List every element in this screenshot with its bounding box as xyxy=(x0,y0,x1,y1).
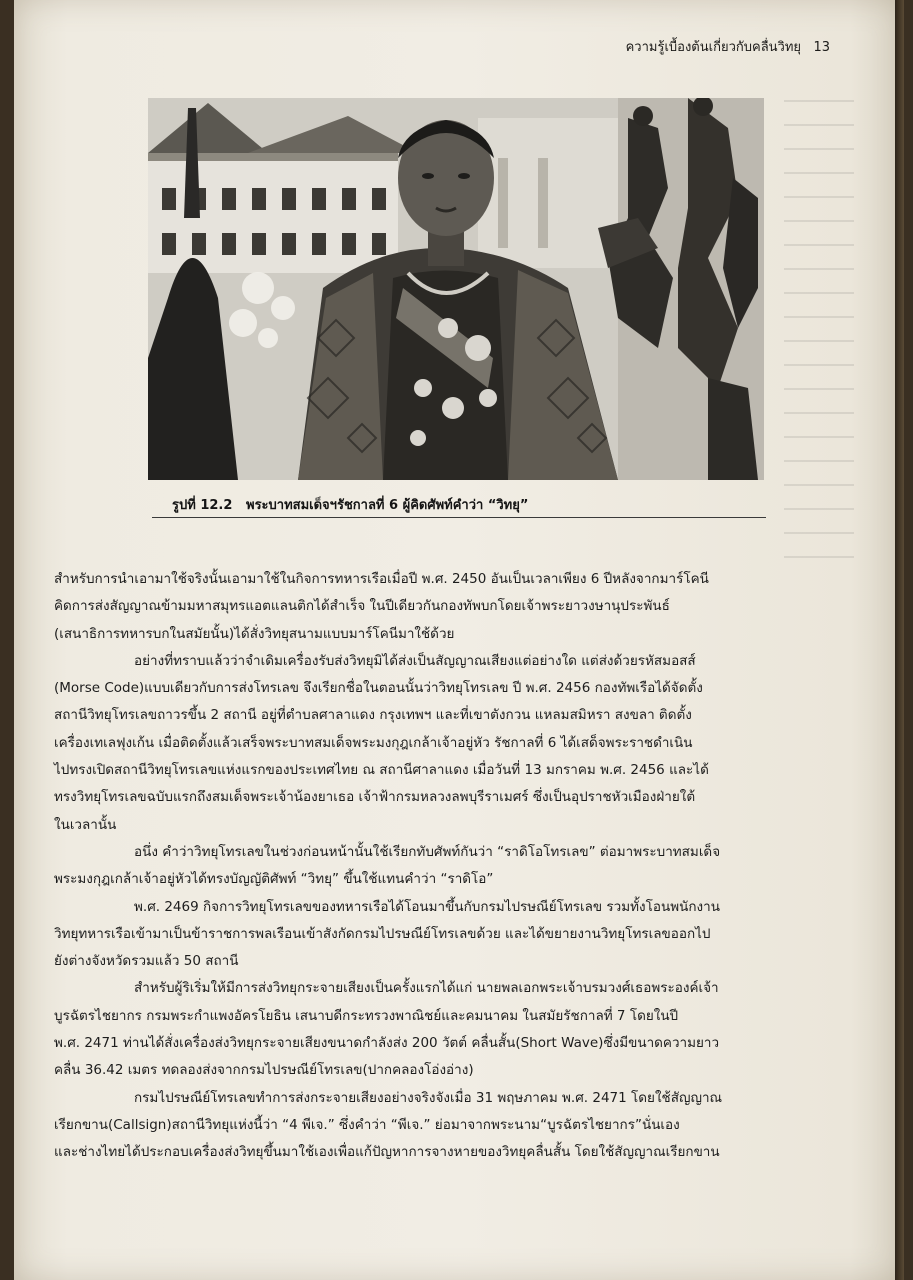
bleed-through-texture xyxy=(784,100,854,560)
running-header xyxy=(626,36,830,57)
book-page xyxy=(14,0,904,1280)
running-title: ความรู้เบื้องต้นเกี่ยวกับคลื่นวิทยุ xyxy=(625,40,802,55)
paragraph xyxy=(54,839,834,894)
caption-label: รูปที่ 12.2 xyxy=(172,498,233,513)
text-line: พ.ศ. 2471 ท่านได้สั่งเครื่องส่งวิทยุกระจายเสียงขนาดกำลังส่ง 200 วัตต์ คลื่นสั้น(Short Wave)ซึ่งมีขนาดความยาว xyxy=(54,1035,720,1052)
text-line: สถานีวิทยุโทรเลขถาวรขึ้น 2 สถานี อยู่ที่ตำบลศาลาแดง กรุงเทพฯ และที่เขาตังกวน แหลมสมิหรา สงขลา ติดตั้ง xyxy=(54,707,692,724)
text-line: (Morse Code)แบบเดียวกับการส่งโทรเลข จึงเรียกชื่อในตอนนั้นว่าวิทยุโทรเลข ปี พ.ศ. 2456 กองทัพเรือได้จัดตั้ง xyxy=(54,680,703,697)
caption-rule xyxy=(152,517,766,518)
text-line: ในเวลานั้น xyxy=(54,816,117,833)
mural-figures xyxy=(598,98,764,480)
text-line: คลื่น 36.42 เมตร ทดลองส่งจากกรมไปรษณีย์โทรเลข(ปากคลองโอ่งอ่าง) xyxy=(54,1062,474,1079)
text-line: สำหรับผู้ริเริ่มให้มีการส่งวิทยุกระจายเสียงเป็นครั้งแรกได้แก่ นายพลเอกพระเจ้าบรมวงศ์เธอพระองค์เจ้า xyxy=(134,980,719,997)
caption-text: พระบาทสมเด็จฯรัชกาลที่ 6 ผู้คิดศัพท์คำว่า “วิทยุ” xyxy=(246,498,529,513)
text-line: สำหรับการนำเอามาใช้จริงนั้นเอามาใช้ในกิจการทหารเรือเมื่อปี พ.ศ. 2450 อันเป็นเวลาเพียง 6 ปีหลังจากมาร์โคนี xyxy=(54,571,709,587)
paragraph xyxy=(54,648,834,839)
text-line: (เสนาธิการทหารบกในสมัยนั้น)ได้สั่งวิทยุสนามแบบมาร์โคนีมาใช้ด้วย xyxy=(54,625,455,642)
paragraph xyxy=(54,566,834,648)
text-line: ไปทรงเปิดสถานีวิทยุโทรเลขแห่งแรกของประเทศไทย ณ สถานีศาลาแดง เมื่อวันที่ 13 มกราคม พ.ศ. 2456 และได้ xyxy=(54,762,709,779)
text-line: เครื่องเทเลฟุงเก้น เมื่อติดตั้งแล้วเสร็จพระบาทสมเด็จพระมงกุฎเกล้าเจ้าอยู่หัว รัชกาลที่ 6 ได้เสด็จพระราชดำเนิน xyxy=(54,734,693,751)
figure-photo xyxy=(148,98,764,480)
paragraph xyxy=(54,1085,834,1167)
figure-caption xyxy=(172,494,528,515)
page-edge-shadow xyxy=(895,0,904,1280)
paragraph xyxy=(54,894,834,976)
text-line: คิดการส่งสัญญาณข้ามมหาสมุทรแอตแลนติกได้สำเร็จ ในปีเดียวกันกองทัพบกโดยเจ้าพระยาวงษานุประพันธ์ xyxy=(54,598,670,615)
text-line: อย่างที่ทราบแล้วว่าจำเดิมเครื่องรับส่งวิทยุมิได้ส่งเป็นสัญญาณเสียงแต่อย่างใด แต่ส่งด้วยรหัสมอสส์ xyxy=(134,652,696,669)
text-line: เรียกขาน(Callsign)สถานีวิทยุแห่งนี้ว่า “4 พีเจ.” ซึ่งคำว่า “พีเจ.” ย่อมาจากพระนาม“บูรฉัตรไชยากร”นั่นเอง xyxy=(54,1116,680,1133)
text-line: พ.ศ. 2469 กิจการวิทยุโทรเลขของทหารเรือได้โอนมาขึ้นกับกรมไปรษณีย์โทรเลข รวมทั้งโอนพนักงาน xyxy=(134,898,720,915)
text-line: บูรฉัตรไชยากร กรมพระกำแพงอัครโยธิน เสนาบดีกระทรวงพาณิชย์และคมนาคม ในสมัยรัชกาลที่ 7 โดยในปี xyxy=(54,1007,679,1024)
paragraph xyxy=(54,975,834,1084)
text-line: กรมไปรษณีย์โทรเลขทำการส่งกระจายเสียงอย่างจริงจังเมื่อ 31 พฤษภาคม พ.ศ. 2471 โดยใช้สัญญาณ xyxy=(134,1089,723,1106)
body-text xyxy=(54,566,834,1167)
text-line: ทรงวิทยุโทรเลขฉบับแรกถึงสมเด็จพระเจ้าน้องยาเธอ เจ้าฟ้ากรมหลวงลพบุรีราเมศร์ ซึ่งเป็นอุปราชหัวเมืองฝ่ายใต้ xyxy=(54,789,696,806)
text-line: อนึ่ง คำว่าวิทยุโทรเลขในช่วงก่อนหน้านั้นใช้เรียกทับศัพท์กันว่า “ราดิโอโทรเลข” ต่อมาพระบาทสมเด็จ xyxy=(134,843,721,860)
text-line: และช่างไทยได้ประกอบเครื่องส่งวิทยุขึ้นมาใช้เองเพื่อแก้ปัญหาการจางหายของวิทยุคลื่นสั้น โดยใช้สัญญาณเรียกขาน xyxy=(54,1144,720,1161)
text-line: พระมงกุฎเกล้าเจ้าอยู่หัวได้ทรงบัญญัติศัพท์ “วิทยุ” ขึ้นใช้แทนคำว่า “ราดิโอ” xyxy=(54,871,494,888)
text-line: วิทยุทหารเรือเข้ามาเป็นข้าราชการพลเรือนเข้าสังกัดกรมไปรษณีย์โทรเลขด้วย และได้ขยายงานวิทยุโทรเลขออกไป xyxy=(54,925,711,942)
text-line: ยังต่างจังหวัดรวมแล้ว 50 สถานี xyxy=(54,953,239,970)
page-number: 13 xyxy=(813,40,830,55)
